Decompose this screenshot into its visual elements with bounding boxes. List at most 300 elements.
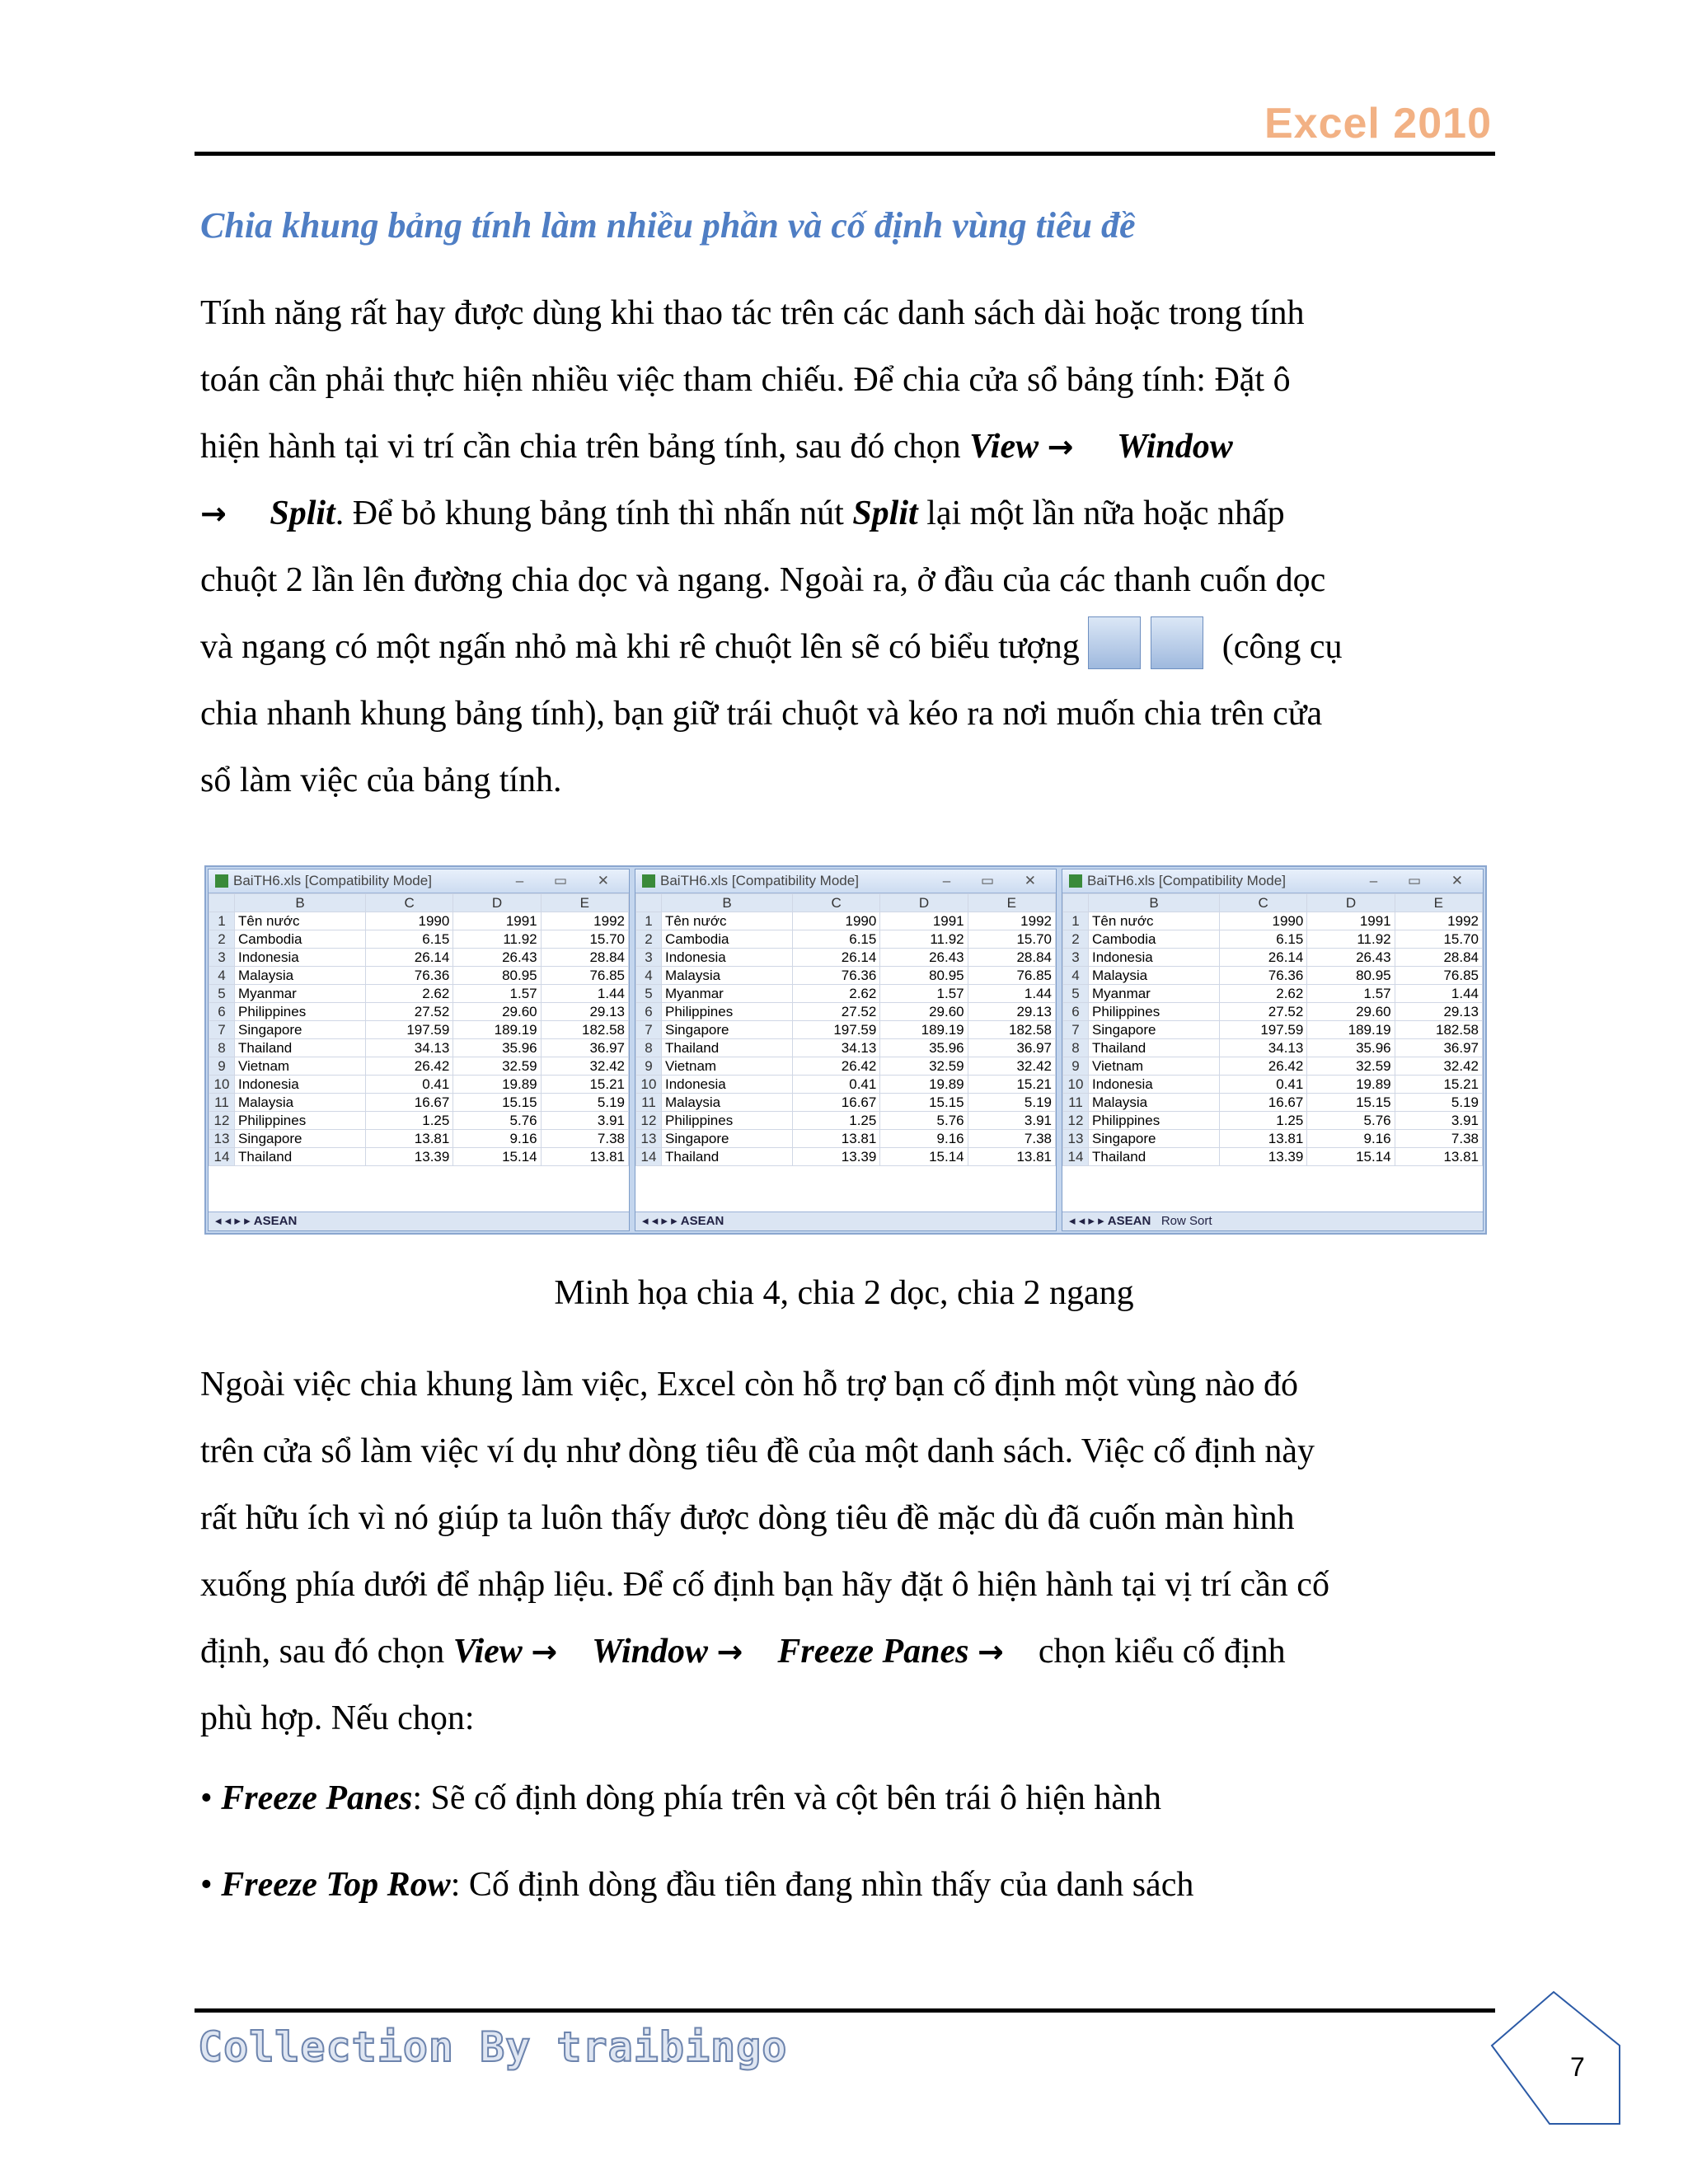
row-header[interactable]: 7 bbox=[1063, 1021, 1089, 1039]
value-cell[interactable]: 26.42 bbox=[366, 1057, 453, 1076]
table-row bbox=[636, 985, 1056, 1003]
value-cell[interactable]: 15.21 bbox=[968, 1076, 1055, 1094]
column-header[interactable]: B bbox=[662, 894, 793, 912]
view-term: View bbox=[452, 1633, 523, 1671]
table-row bbox=[1063, 1112, 1483, 1130]
value-cell[interactable]: 1.25 bbox=[793, 1112, 880, 1130]
table-row bbox=[1063, 1076, 1483, 1094]
header-title: Excel 2010 bbox=[1264, 100, 1492, 148]
country-cell[interactable]: Indonesia bbox=[662, 949, 793, 967]
country-cell[interactable]: Myanmar bbox=[1089, 985, 1220, 1003]
value-cell[interactable]: 29.60 bbox=[453, 1003, 541, 1021]
column-header[interactable]: D bbox=[1307, 894, 1395, 912]
excel-window-split-vertical bbox=[635, 869, 1057, 1231]
footer-rule bbox=[195, 2008, 1495, 2013]
country-cell[interactable]: Tên nước bbox=[662, 912, 793, 930]
value-cell[interactable]: 7.38 bbox=[541, 1130, 628, 1148]
country-cell[interactable]: Cambodia bbox=[1089, 930, 1220, 949]
value-cell[interactable]: 26.42 bbox=[793, 1057, 880, 1076]
value-cell[interactable]: 182.58 bbox=[541, 1021, 628, 1039]
excel-file-icon bbox=[1069, 874, 1082, 888]
value-cell[interactable]: 32.42 bbox=[968, 1057, 1055, 1076]
value-cell[interactable]: 3.91 bbox=[1395, 1112, 1482, 1130]
paragraph-2 bbox=[200, 1352, 1503, 1752]
country-cell[interactable]: Indonesia bbox=[235, 1076, 366, 1094]
value-cell[interactable]: 5.76 bbox=[880, 1112, 968, 1130]
value-cell[interactable]: 3.91 bbox=[541, 1112, 628, 1130]
section-title: Chia khung bảng tính làm nhiều phần và cố định vùng tiêu đề bbox=[200, 205, 1136, 246]
value-cell[interactable]: 11.92 bbox=[880, 930, 968, 949]
grid-corner[interactable] bbox=[1063, 894, 1089, 912]
value-cell[interactable]: 0.41 bbox=[1220, 1076, 1307, 1094]
country-cell[interactable]: Philippines bbox=[1089, 1003, 1220, 1021]
row-header[interactable]: 13 bbox=[209, 1130, 235, 1148]
table-row bbox=[1063, 1039, 1483, 1057]
value-cell[interactable]: 13.81 bbox=[1220, 1130, 1307, 1148]
table-row bbox=[636, 912, 1056, 930]
value-cell[interactable]: 28.84 bbox=[1395, 949, 1482, 967]
p1-line6: và ngang có một ngấn nhỏ mà khi rê chuột lên sẽ có biểu tượng bbox=[200, 628, 1080, 666]
value-cell[interactable]: 5.19 bbox=[1395, 1094, 1482, 1112]
country-cell[interactable]: Singapore bbox=[235, 1021, 366, 1039]
row-header[interactable]: 11 bbox=[1063, 1094, 1089, 1112]
value-cell[interactable]: 6.15 bbox=[793, 930, 880, 949]
value-cell[interactable]: 1.44 bbox=[1395, 985, 1482, 1003]
value-cell[interactable]: 35.96 bbox=[453, 1039, 541, 1057]
table-row bbox=[636, 1094, 1056, 1112]
column-header[interactable]: E bbox=[541, 894, 628, 912]
value-cell[interactable]: 1990 bbox=[1220, 912, 1307, 930]
value-cell[interactable]: 197.59 bbox=[793, 1021, 880, 1039]
arrow-icon: → bbox=[977, 1633, 1004, 1670]
value-cell[interactable]: 80.95 bbox=[1307, 967, 1395, 985]
value-cell[interactable]: 32.42 bbox=[1395, 1057, 1482, 1076]
value-cell[interactable]: 1.25 bbox=[1220, 1112, 1307, 1130]
column-header[interactable]: E bbox=[1395, 894, 1482, 912]
table-row bbox=[209, 930, 629, 949]
table-row bbox=[636, 1057, 1056, 1076]
value-cell[interactable]: 26.43 bbox=[1307, 949, 1395, 967]
table-row bbox=[1063, 930, 1483, 949]
p1-line4-end: lại một lần nữa hoặc nhấp bbox=[917, 494, 1285, 532]
value-cell[interactable]: 11.92 bbox=[453, 930, 541, 949]
country-cell[interactable]: Vietnam bbox=[1089, 1057, 1220, 1076]
value-cell[interactable]: 15.21 bbox=[1395, 1076, 1482, 1094]
sheet-tab: ASEAN bbox=[253, 1214, 298, 1228]
country-cell[interactable]: Singapore bbox=[1089, 1021, 1220, 1039]
table-row bbox=[636, 1076, 1056, 1094]
value-cell[interactable]: 13.81 bbox=[1395, 1148, 1482, 1166]
value-cell[interactable]: 189.19 bbox=[880, 1021, 968, 1039]
row-header[interactable]: 7 bbox=[209, 1021, 235, 1039]
value-cell[interactable]: 1991 bbox=[1307, 912, 1395, 930]
value-cell[interactable]: 34.13 bbox=[366, 1039, 453, 1057]
value-cell[interactable]: 1991 bbox=[880, 912, 968, 930]
paragraph-1 bbox=[200, 280, 1503, 814]
value-cell[interactable]: 29.13 bbox=[1395, 1003, 1482, 1021]
value-cell[interactable]: 15.14 bbox=[1307, 1148, 1395, 1166]
value-cell[interactable]: 182.58 bbox=[1395, 1021, 1482, 1039]
country-cell[interactable]: Indonesia bbox=[235, 949, 366, 967]
country-cell[interactable]: Singapore bbox=[235, 1130, 366, 1148]
column-header[interactable]: E bbox=[968, 894, 1055, 912]
country-cell[interactable]: Thailand bbox=[1089, 1148, 1220, 1166]
country-cell[interactable]: Malaysia bbox=[235, 967, 366, 985]
value-cell[interactable]: 13.81 bbox=[968, 1148, 1055, 1166]
value-cell[interactable]: 32.59 bbox=[1307, 1057, 1395, 1076]
country-cell[interactable]: Philippines bbox=[235, 1112, 366, 1130]
row-header[interactable]: 2 bbox=[1063, 930, 1089, 949]
value-cell[interactable]: 1990 bbox=[366, 912, 453, 930]
country-cell[interactable]: Singapore bbox=[1089, 1130, 1220, 1148]
p2-line6: phù hợp. Nếu chọn: bbox=[200, 1699, 475, 1737]
table-row bbox=[1063, 1057, 1483, 1076]
row-header[interactable]: 5 bbox=[1063, 985, 1089, 1003]
table-row bbox=[1063, 1148, 1483, 1166]
value-cell[interactable]: 76.85 bbox=[541, 967, 628, 985]
p1-line5: chuột 2 lần lên đường chia dọc và ngang. Ngoài ra, ở đầu của các thanh cuốn dọc bbox=[200, 561, 1326, 599]
value-cell[interactable]: 13.81 bbox=[793, 1130, 880, 1148]
country-cell[interactable]: Thailand bbox=[1089, 1039, 1220, 1057]
country-cell[interactable]: Myanmar bbox=[662, 985, 793, 1003]
row-header[interactable]: 9 bbox=[209, 1057, 235, 1076]
value-cell[interactable]: 26.14 bbox=[793, 949, 880, 967]
value-cell[interactable]: 13.81 bbox=[366, 1130, 453, 1148]
value-cell[interactable]: 9.16 bbox=[1307, 1130, 1395, 1148]
value-cell[interactable]: 76.85 bbox=[968, 967, 1055, 985]
country-cell[interactable]: Malaysia bbox=[1089, 1094, 1220, 1112]
table-row bbox=[636, 949, 1056, 967]
figure-caption: Minh họa chia 4, chia 2 dọc, chia 2 ngang bbox=[554, 1274, 1134, 1312]
value-cell[interactable]: 15.14 bbox=[880, 1148, 968, 1166]
value-cell[interactable]: 15.15 bbox=[880, 1094, 968, 1112]
value-cell[interactable]: 36.97 bbox=[1395, 1039, 1482, 1057]
value-cell[interactable]: 35.96 bbox=[1307, 1039, 1395, 1057]
value-cell[interactable]: 26.14 bbox=[366, 949, 453, 967]
value-cell[interactable]: 26.42 bbox=[1220, 1057, 1307, 1076]
value-cell[interactable]: 15.70 bbox=[968, 930, 1055, 949]
country-cell[interactable]: Indonesia bbox=[662, 1076, 793, 1094]
table-row bbox=[636, 930, 1056, 949]
value-cell[interactable]: 189.19 bbox=[1307, 1021, 1395, 1039]
window-title: BaiTH6.xls [Compatibility Mode] bbox=[233, 873, 432, 888]
p1-line4: . Để bỏ khung bảng tính thì nhấn nút bbox=[335, 494, 853, 532]
country-cell[interactable]: Indonesia bbox=[1089, 1076, 1220, 1094]
row-header[interactable]: 4 bbox=[1063, 967, 1089, 985]
value-cell[interactable]: 9.16 bbox=[880, 1130, 968, 1148]
p2-line5: định, sau đó chọn bbox=[200, 1633, 453, 1671]
value-cell[interactable]: 0.41 bbox=[793, 1076, 880, 1094]
row-header[interactable]: 1 bbox=[209, 912, 235, 930]
country-cell[interactable]: Thailand bbox=[235, 1148, 366, 1166]
value-cell[interactable]: 182.58 bbox=[968, 1021, 1055, 1039]
value-cell[interactable]: 189.19 bbox=[453, 1021, 541, 1039]
value-cell[interactable]: 29.13 bbox=[541, 1003, 628, 1021]
row-header[interactable]: 12 bbox=[636, 1112, 662, 1130]
table-row bbox=[209, 1003, 629, 1021]
country-cell[interactable]: Philippines bbox=[662, 1112, 793, 1130]
window-titlebar bbox=[1062, 869, 1483, 893]
column-header[interactable]: B bbox=[235, 894, 366, 912]
row-header[interactable]: 3 bbox=[1063, 949, 1089, 967]
value-cell[interactable]: 1.57 bbox=[880, 985, 968, 1003]
value-cell[interactable]: 13.39 bbox=[1220, 1148, 1307, 1166]
row-header[interactable]: 13 bbox=[1063, 1130, 1089, 1148]
bullet-freeze-top-row bbox=[200, 1865, 1193, 1905]
value-cell[interactable]: 1.44 bbox=[968, 985, 1055, 1003]
value-cell[interactable]: 27.52 bbox=[366, 1003, 453, 1021]
country-cell[interactable]: Indonesia bbox=[1089, 949, 1220, 967]
row-header[interactable]: 3 bbox=[636, 949, 662, 967]
value-cell[interactable]: 27.52 bbox=[793, 1003, 880, 1021]
value-cell[interactable]: 1.57 bbox=[453, 985, 541, 1003]
country-cell[interactable]: Vietnam bbox=[235, 1057, 366, 1076]
value-cell[interactable]: 26.43 bbox=[880, 949, 968, 967]
value-cell[interactable]: 19.89 bbox=[880, 1076, 968, 1094]
value-cell[interactable]: 1992 bbox=[541, 912, 628, 930]
header-rule bbox=[195, 152, 1495, 156]
value-cell[interactable]: 6.15 bbox=[1220, 930, 1307, 949]
table-row bbox=[1063, 1003, 1483, 1021]
row-header[interactable]: 4 bbox=[636, 967, 662, 985]
value-cell[interactable]: 11.92 bbox=[1307, 930, 1395, 949]
row-header[interactable]: 6 bbox=[1063, 1003, 1089, 1021]
value-cell[interactable]: 7.38 bbox=[1395, 1130, 1482, 1148]
value-cell[interactable]: 13.39 bbox=[793, 1148, 880, 1166]
row-header[interactable]: 11 bbox=[209, 1094, 235, 1112]
row-header[interactable]: 10 bbox=[209, 1076, 235, 1094]
value-cell[interactable]: 15.15 bbox=[453, 1094, 541, 1112]
country-cell[interactable]: Malaysia bbox=[235, 1094, 366, 1112]
value-cell[interactable]: 16.67 bbox=[793, 1094, 880, 1112]
value-cell[interactable]: 197.59 bbox=[366, 1021, 453, 1039]
value-cell[interactable]: 0.41 bbox=[366, 1076, 453, 1094]
value-cell[interactable]: 27.52 bbox=[1220, 1003, 1307, 1021]
sheet-tab-bar: ◂ ◂ ▸ ▸ ASEAN bbox=[635, 1212, 1056, 1230]
sheet-tab-bar: ◂ ◂ ▸ ▸ ASEAN bbox=[209, 1212, 629, 1230]
row-header[interactable]: 2 bbox=[209, 930, 235, 949]
window-controls: – ▭ ✕ bbox=[1369, 873, 1476, 888]
window-controls: – ▭ ✕ bbox=[942, 873, 1049, 888]
value-cell[interactable]: 76.36 bbox=[793, 967, 880, 985]
country-cell[interactable]: Tên nước bbox=[1089, 912, 1220, 930]
table-row bbox=[636, 1003, 1056, 1021]
excel-file-icon bbox=[215, 874, 228, 888]
excel-file-icon bbox=[642, 874, 655, 888]
table-row bbox=[209, 1130, 629, 1148]
table-row bbox=[1063, 912, 1483, 930]
country-cell[interactable]: Thailand bbox=[662, 1039, 793, 1057]
row-header[interactable]: 14 bbox=[209, 1148, 235, 1166]
column-header[interactable]: C bbox=[366, 894, 453, 912]
column-header[interactable]: C bbox=[793, 894, 880, 912]
value-cell[interactable]: 9.16 bbox=[453, 1130, 541, 1148]
table-row bbox=[209, 1148, 629, 1166]
bullet-text: : Cố định dòng đầu tiên đang nhìn thấy của danh sách bbox=[450, 1866, 1194, 1904]
value-cell[interactable]: 35.96 bbox=[880, 1039, 968, 1057]
country-cell[interactable]: Malaysia bbox=[1089, 967, 1220, 985]
row-header[interactable]: 12 bbox=[209, 1112, 235, 1130]
value-cell[interactable]: 26.14 bbox=[1220, 949, 1307, 967]
value-cell[interactable]: 5.76 bbox=[1307, 1112, 1395, 1130]
p2-line5-post: chọn kiểu cố định bbox=[1038, 1633, 1286, 1671]
country-cell[interactable]: Singapore bbox=[662, 1021, 793, 1039]
row-header[interactable]: 9 bbox=[1063, 1057, 1089, 1076]
row-header[interactable]: 1 bbox=[1063, 912, 1089, 930]
country-cell[interactable]: Myanmar bbox=[235, 985, 366, 1003]
value-cell[interactable]: 32.59 bbox=[880, 1057, 968, 1076]
table-row bbox=[209, 912, 629, 930]
row-header[interactable]: 4 bbox=[209, 967, 235, 985]
row-header[interactable]: 11 bbox=[636, 1094, 662, 1112]
sheet-tab: ASEAN bbox=[1107, 1214, 1151, 1228]
country-cell[interactable]: Thailand bbox=[235, 1039, 366, 1057]
p1-line8: sổ làm việc của bảng tính. bbox=[200, 762, 562, 799]
row-header[interactable]: 5 bbox=[209, 985, 235, 1003]
column-header[interactable]: D bbox=[453, 894, 541, 912]
arrow-icon: → bbox=[200, 495, 227, 532]
row-header[interactable]: 8 bbox=[209, 1039, 235, 1057]
value-cell[interactable]: 32.59 bbox=[453, 1057, 541, 1076]
value-cell[interactable]: 13.81 bbox=[541, 1148, 628, 1166]
country-cell[interactable]: Cambodia bbox=[662, 930, 793, 949]
country-cell[interactable]: Cambodia bbox=[235, 930, 366, 949]
value-cell[interactable]: 16.67 bbox=[1220, 1094, 1307, 1112]
row-header[interactable]: 14 bbox=[1063, 1148, 1089, 1166]
country-cell[interactable]: Philippines bbox=[235, 1003, 366, 1021]
row-header[interactable]: 9 bbox=[636, 1057, 662, 1076]
value-cell[interactable]: 80.95 bbox=[453, 967, 541, 985]
value-cell[interactable]: 3.91 bbox=[968, 1112, 1055, 1130]
value-cell[interactable]: 2.62 bbox=[793, 985, 880, 1003]
value-cell[interactable]: 1992 bbox=[1395, 912, 1482, 930]
value-cell[interactable]: 6.15 bbox=[366, 930, 453, 949]
country-cell[interactable]: Philippines bbox=[662, 1003, 793, 1021]
value-cell[interactable]: 80.95 bbox=[880, 967, 968, 985]
row-header[interactable]: 13 bbox=[636, 1130, 662, 1148]
page-number-badge bbox=[1488, 1988, 1628, 2128]
page-number: 7 bbox=[1570, 2052, 1585, 2082]
value-cell[interactable]: 5.19 bbox=[968, 1094, 1055, 1112]
table-row bbox=[209, 1076, 629, 1094]
value-cell[interactable]: 15.15 bbox=[1307, 1094, 1395, 1112]
value-cell[interactable]: 1.44 bbox=[541, 985, 628, 1003]
country-cell[interactable]: Tên nước bbox=[235, 912, 366, 930]
p1-line2: toán cần phải thực hiện nhiều việc tham chiếu. Để chia cửa sổ bảng tính: Đặt ô bbox=[200, 361, 1291, 399]
view-term: View bbox=[969, 428, 1039, 466]
row-header[interactable]: 10 bbox=[1063, 1076, 1089, 1094]
value-cell[interactable]: 1991 bbox=[453, 912, 541, 930]
row-header[interactable]: 8 bbox=[1063, 1039, 1089, 1057]
row-header[interactable]: 3 bbox=[209, 949, 235, 967]
value-cell[interactable]: 1990 bbox=[793, 912, 880, 930]
value-cell[interactable]: 19.89 bbox=[453, 1076, 541, 1094]
country-cell[interactable]: Vietnam bbox=[662, 1057, 793, 1076]
country-cell[interactable]: Malaysia bbox=[662, 967, 793, 985]
value-cell[interactable]: 5.76 bbox=[453, 1112, 541, 1130]
row-header[interactable]: 2 bbox=[636, 930, 662, 949]
value-cell[interactable]: 29.13 bbox=[968, 1003, 1055, 1021]
sheet-tab-2: Row Sort bbox=[1160, 1214, 1212, 1228]
country-cell[interactable]: Philippines bbox=[1089, 1112, 1220, 1130]
value-cell[interactable]: 28.84 bbox=[968, 949, 1055, 967]
grid-corner[interactable] bbox=[209, 894, 235, 912]
value-cell[interactable]: 34.13 bbox=[1220, 1039, 1307, 1057]
value-cell[interactable]: 2.62 bbox=[366, 985, 453, 1003]
value-cell[interactable]: 29.60 bbox=[880, 1003, 968, 1021]
value-cell[interactable]: 13.39 bbox=[366, 1148, 453, 1166]
window-titlebar bbox=[209, 869, 629, 893]
bullet-freeze-panes bbox=[200, 1779, 1161, 1818]
value-cell[interactable]: 76.36 bbox=[1220, 967, 1307, 985]
country-cell[interactable]: Malaysia bbox=[662, 1094, 793, 1112]
sheet-tab-bar: ◂ ◂ ▸ ▸ ASEAN Row Sort bbox=[1062, 1212, 1483, 1230]
row-header[interactable]: 5 bbox=[636, 985, 662, 1003]
table-row bbox=[209, 967, 629, 985]
value-cell[interactable]: 7.38 bbox=[968, 1130, 1055, 1148]
value-cell[interactable]: 26.43 bbox=[453, 949, 541, 967]
value-cell[interactable]: 76.85 bbox=[1395, 967, 1482, 985]
column-header[interactable]: D bbox=[880, 894, 968, 912]
row-header[interactable]: 8 bbox=[636, 1039, 662, 1057]
value-cell[interactable]: 29.60 bbox=[1307, 1003, 1395, 1021]
table-row bbox=[636, 1130, 1056, 1148]
row-header[interactable]: 10 bbox=[636, 1076, 662, 1094]
value-cell[interactable]: 36.97 bbox=[968, 1039, 1055, 1057]
excel-window-split-horizontal bbox=[1062, 869, 1484, 1231]
table-row bbox=[1063, 1094, 1483, 1112]
row-header[interactable]: 1 bbox=[636, 912, 662, 930]
value-cell[interactable]: 15.70 bbox=[1395, 930, 1482, 949]
window-title: BaiTH6.xls [Compatibility Mode] bbox=[660, 873, 859, 888]
split-illustration bbox=[204, 865, 1487, 1235]
country-cell[interactable]: Singapore bbox=[662, 1130, 793, 1148]
p2-line3: rất hữu ích vì nó giúp ta luôn thấy được dòng tiêu đề mặc dù đã cuốn màn hình bbox=[200, 1499, 1295, 1537]
value-cell[interactable]: 76.36 bbox=[366, 967, 453, 985]
row-header[interactable]: 7 bbox=[636, 1021, 662, 1039]
window-titlebar bbox=[635, 869, 1056, 893]
value-cell[interactable]: 34.13 bbox=[793, 1039, 880, 1057]
table-row bbox=[1063, 949, 1483, 967]
value-cell[interactable]: 197.59 bbox=[1220, 1021, 1307, 1039]
value-cell[interactable]: 15.21 bbox=[541, 1076, 628, 1094]
value-cell[interactable]: 5.19 bbox=[541, 1094, 628, 1112]
table-row bbox=[1063, 985, 1483, 1003]
country-cell[interactable]: Thailand bbox=[662, 1148, 793, 1166]
row-header[interactable]: 6 bbox=[636, 1003, 662, 1021]
value-cell[interactable]: 16.67 bbox=[366, 1094, 453, 1112]
value-cell[interactable]: 2.62 bbox=[1220, 985, 1307, 1003]
value-cell[interactable]: 1.57 bbox=[1307, 985, 1395, 1003]
value-cell[interactable]: 36.97 bbox=[541, 1039, 628, 1057]
column-header[interactable]: B bbox=[1089, 894, 1220, 912]
column-header[interactable]: C bbox=[1220, 894, 1307, 912]
spreadsheet-grid bbox=[209, 893, 629, 1166]
value-cell[interactable]: 19.89 bbox=[1307, 1076, 1395, 1094]
value-cell[interactable]: 15.70 bbox=[541, 930, 628, 949]
value-cell[interactable]: 32.42 bbox=[541, 1057, 628, 1076]
row-header[interactable]: 6 bbox=[209, 1003, 235, 1021]
value-cell[interactable]: 28.84 bbox=[541, 949, 628, 967]
value-cell[interactable]: 1.25 bbox=[366, 1112, 453, 1130]
grid-corner[interactable] bbox=[636, 894, 662, 912]
p1-line7: chia nhanh khung bảng tính), bạn giữ trái chuột và kéo ra nơi muốn chia trên cửa bbox=[200, 695, 1323, 733]
row-header[interactable]: 12 bbox=[1063, 1112, 1089, 1130]
p1-line6-post: (công cụ bbox=[1221, 628, 1343, 666]
value-cell[interactable]: 1992 bbox=[968, 912, 1055, 930]
row-header[interactable]: 14 bbox=[636, 1148, 662, 1166]
value-cell[interactable]: 15.14 bbox=[453, 1148, 541, 1166]
